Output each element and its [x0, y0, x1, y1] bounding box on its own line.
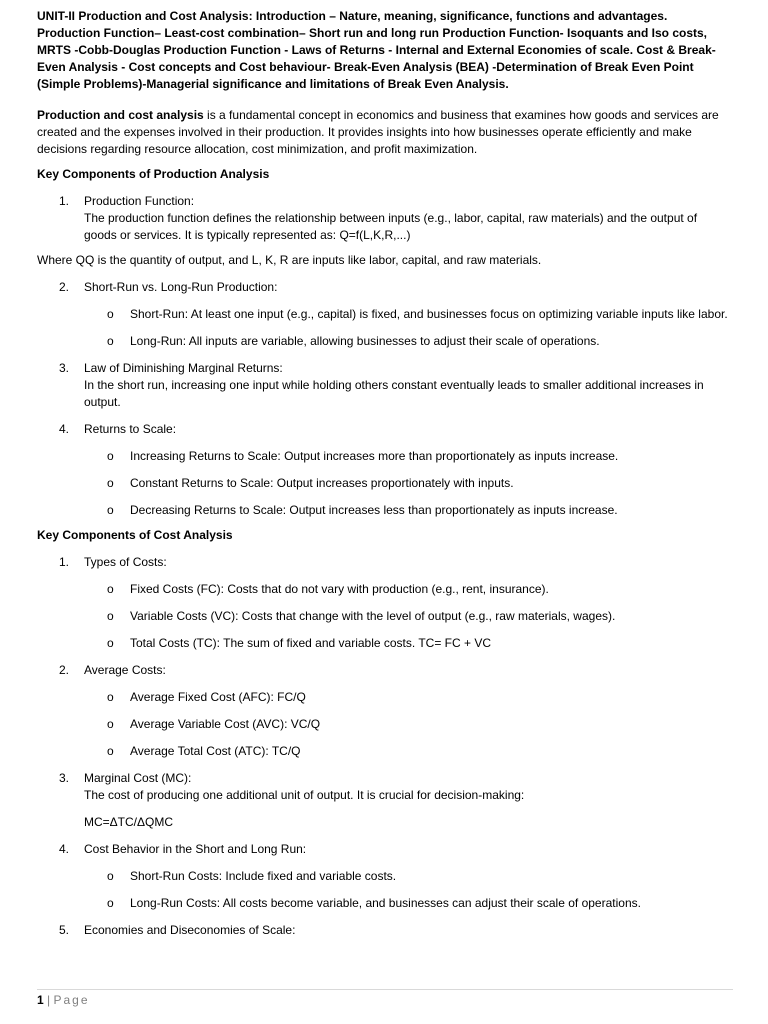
bullet-text: Decreasing Returns to Scale: Output increases less than proportionately as inputs increase.: [130, 503, 618, 517]
item-number: 5.: [59, 923, 70, 937]
production-section-title: Key Components of Production Analysis: [37, 167, 270, 181]
bullet-text: Short-Run: At least one input (e.g., capital) is fixed, and businesses focus on optimizing variable inputs like labor.: [130, 307, 728, 321]
bullet-icon: o: [107, 636, 114, 650]
item-label: Economies and Diseconomies of Scale:: [84, 923, 296, 937]
item-number: 2.: [59, 663, 70, 677]
list-item: [37, 868, 733, 885]
page-number: 1: [37, 993, 44, 1007]
item-number: 3.: [59, 771, 70, 785]
bullet-icon: o: [107, 717, 114, 731]
unit-header: UNIT-II Production and Cost Analysis: Introduction – Nature, meaning, significance, functions and advantages. Production Function– Least-cost combination– Short run and long run Production Function- Isoquants and Iso costs, MRTS -Cobb-Douglas Production Function - Laws of Returns - Internal and External Economies of scale. Cost & Break-Even Analysis - Cost concepts and Cost behaviour- Break-Even Analysis (BEA) -Determination of Break Even Point (Simple Problems)-Managerial significance and limitations of Break Even Analysis.: [37, 9, 716, 91]
bullet-text: Increasing Returns to Scale: Output increases more than proportionately as inputs increase.: [130, 449, 619, 463]
where-paragraph: Where QQ is the quantity of output, and L, K, R are inputs like labor, capital, and raw materials.: [37, 253, 542, 267]
page-footer: [37, 989, 733, 1009]
bullet-icon: o: [107, 476, 114, 490]
list-item: [37, 333, 733, 350]
cost-item-4: [37, 841, 733, 858]
bullet-text: Short-Run Costs: Include fixed and variable costs.: [130, 869, 397, 883]
item-number: 3.: [59, 361, 70, 375]
bullet-text: Variable Costs (VC): Costs that change with the level of output (e.g., raw materials, wages).: [130, 609, 616, 623]
production-item-2: [37, 279, 733, 296]
item-number: 1.: [59, 194, 70, 208]
production-item-1: [37, 193, 733, 244]
list-item: [37, 689, 733, 706]
bullet-text: Average Fixed Cost (AFC): FC/Q: [130, 690, 306, 704]
item-label: Returns to Scale:: [84, 422, 177, 436]
bullet-text: Average Variable Cost (AVC): VC/Q: [130, 717, 321, 731]
bullet-text: Constant Returns to Scale: Output increases proportionately with inputs.: [130, 476, 514, 490]
bullet-icon: o: [107, 896, 114, 910]
intro-bold: Production and cost analysis: [37, 108, 204, 122]
cost-item-3: [37, 770, 733, 804]
production-item-4: [37, 421, 733, 438]
intro-paragraph: [37, 107, 733, 158]
list-item: [37, 608, 733, 625]
bullet-icon: o: [107, 869, 114, 883]
item-label: Cost Behavior in the Short and Long Run:: [84, 842, 307, 856]
item-label: Law of Diminishing Marginal Returns:: [84, 361, 283, 375]
bullet-icon: o: [107, 609, 114, 623]
list-item: [37, 448, 733, 465]
item-label: Average Costs:: [84, 663, 166, 677]
bullet-text: Average Total Cost (ATC): TC/Q: [130, 744, 301, 758]
bullet-text: Long-Run Costs: All costs become variable, and businesses can adjust their scale of operations.: [130, 896, 641, 910]
bullet-text: Fixed Costs (FC): Costs that do not vary with production (e.g., rent, insurance).: [130, 582, 549, 596]
item-number: 2.: [59, 280, 70, 294]
production-item-3: [37, 360, 733, 411]
cost-section-title: Key Components of Cost Analysis: [37, 528, 233, 542]
mc-formula: MC=ΔTC/ΔQMC: [84, 815, 174, 829]
item-description: The cost of producing one additional unit of output. It is crucial for decision-making:: [84, 788, 525, 802]
bullet-text: Total Costs (TC): The sum of fixed and variable costs. TC= FC + VC: [130, 636, 492, 650]
bullet-icon: o: [107, 582, 114, 596]
page-word: Page: [53, 993, 90, 1007]
item-number: 1.: [59, 555, 70, 569]
footer-separator: |: [47, 993, 51, 1007]
bullet-icon: o: [107, 503, 114, 517]
bullet-icon: o: [107, 744, 114, 758]
list-item: [37, 306, 733, 323]
item-number: 4.: [59, 422, 70, 436]
item-label: Short-Run vs. Long-Run Production:: [84, 280, 278, 294]
item-description: In the short run, increasing one input while holding others constant eventually leads to smaller additional increases in output.: [84, 378, 704, 409]
document-page: [37, 8, 733, 939]
bullet-icon: o: [107, 307, 114, 321]
item-label: Production Function:: [84, 194, 195, 208]
list-item: [37, 743, 733, 760]
cost-item-1: [37, 554, 733, 571]
item-label: Marginal Cost (MC):: [84, 771, 192, 785]
cost-item-5: [37, 922, 733, 939]
cost-item-2: [37, 662, 733, 679]
item-number: 4.: [59, 842, 70, 856]
list-item: [37, 716, 733, 733]
bullet-icon: o: [107, 334, 114, 348]
list-item: [37, 895, 733, 912]
item-description: The production function defines the relationship between inputs (e.g., labor, capital, raw materials) and the output of goods or services. It is typically represented as: Q=f(L,K,R,...): [84, 211, 698, 242]
list-item: [37, 502, 733, 519]
list-item: [37, 581, 733, 598]
bullet-icon: o: [107, 449, 114, 463]
bullet-icon: o: [107, 690, 114, 704]
intro-text: is a fundamental concept in economics and business that examines how goods and services are created and the expenses involved in their production. It provides insights into how businesses operate efficiently and make decisions regarding resource allocation, cost minimization, and profit maximization.: [37, 108, 719, 156]
list-item: [37, 475, 733, 492]
item-label: Types of Costs:: [84, 555, 167, 569]
bullet-text: Long-Run: All inputs are variable, allowing businesses to adjust their scale of operations.: [130, 334, 600, 348]
list-item: [37, 635, 733, 652]
